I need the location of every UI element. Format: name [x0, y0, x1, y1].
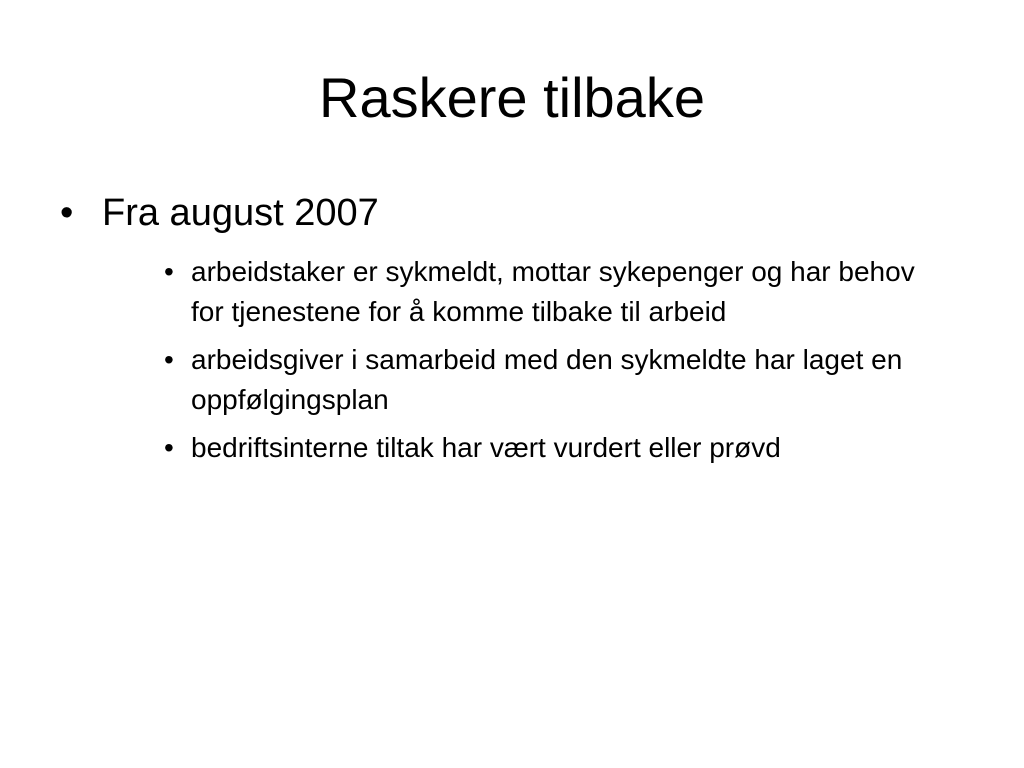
slide-title: Raskere tilbake [319, 66, 705, 129]
bullet-icon: • [164, 432, 174, 463]
sub-bullet-list [164, 252, 944, 476]
sub-bullet-item [164, 252, 944, 332]
sub-bullet-item [164, 340, 944, 420]
sub-bullet-text: arbeidstaker er sykmeldt, mottar sykepenger og har behov for tjenestene for å komme tilbake til arbeid [191, 256, 915, 327]
bullet-icon: • [164, 344, 174, 375]
main-bullet-text: Fra august 2007 [102, 192, 379, 234]
bullet-icon: • [164, 256, 174, 287]
sub-bullet-text: bedriftsinterne tiltak har vært vurdert eller prøvd [191, 432, 781, 463]
bullet-icon: • [60, 192, 74, 234]
sub-bullet-item [164, 428, 944, 468]
sub-bullet-text: arbeidsgiver i samarbeid med den sykmeldte har laget en oppfølgingsplan [191, 344, 903, 415]
